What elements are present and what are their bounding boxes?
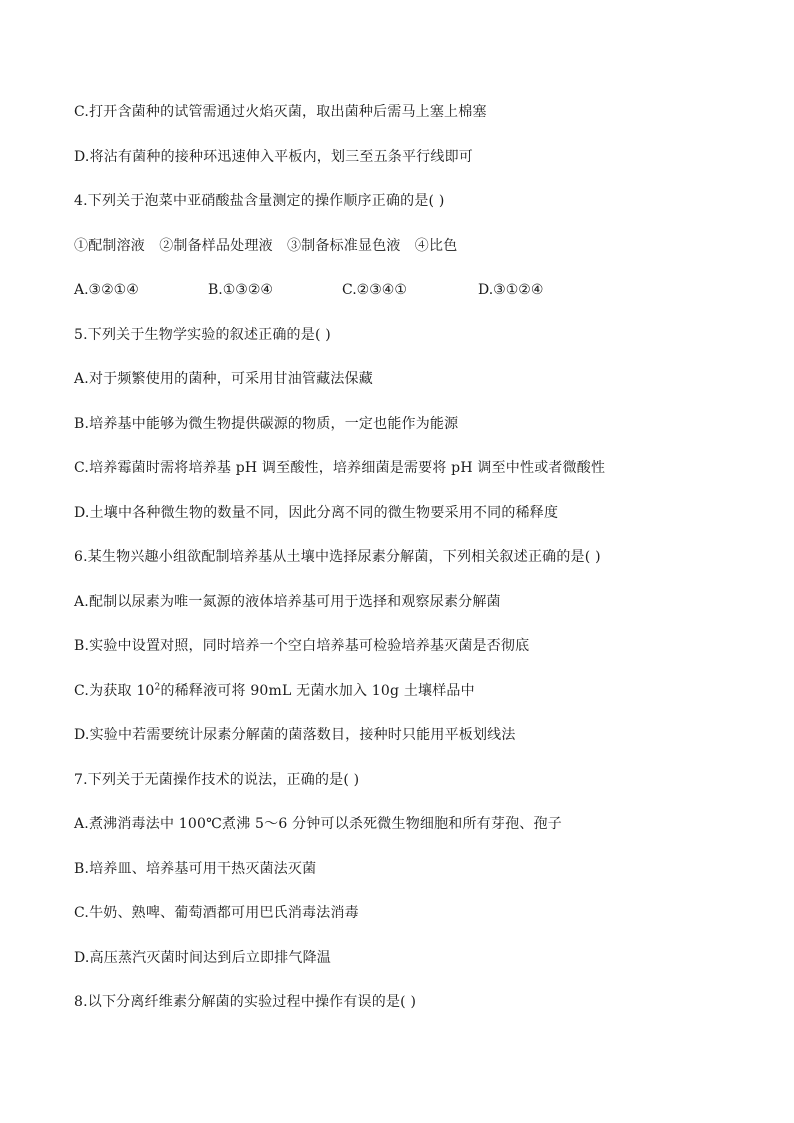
q4-stem: 4.下列关于泡菜中亚硝酸盐含量测定的操作顺序正确的是( )	[74, 193, 445, 209]
q4-option-c: C.②③④①	[342, 282, 407, 298]
q5-option-a: A.对于频繁使用的菌种，可采用甘油管藏法保藏	[74, 371, 373, 387]
q3-option-d: D.将沾有菌种的接种环迅速伸入平板内，划三至五条平行线即可	[74, 149, 473, 165]
q6-option-d: D.实验中若需要统计尿素分解菌的菌落数目，接种时只能用平板划线法	[74, 727, 516, 743]
q7-option-d: D.高压蒸汽灭菌时间达到后立即排气降温	[74, 950, 331, 966]
q8-stem: 8.以下分离纤维素分解菌的实验过程中操作有误的是( )	[74, 994, 417, 1010]
q7-stem: 7.下列关于无菌操作技术的说法，正确的是( )	[74, 772, 360, 788]
q7-option-a: A.煮沸消毒法中 100℃煮沸 5～6 分钟可以杀死微生物细胞和所有芽孢、孢子	[74, 816, 562, 832]
q5-option-d: D.土壤中各种微生物的数量不同，因此分离不同的微生物要采用不同的稀释度	[74, 505, 559, 521]
q4-option-a: A.③②①④	[74, 282, 139, 298]
q5-stem: 5.下列关于生物学实验的叙述正确的是( )	[74, 327, 331, 343]
q3-option-c: C.打开含菌种的试管需通过火焰灭菌，取出菌种后需马上塞上棉塞	[74, 104, 487, 120]
q4-option-d: D.③①②④	[478, 282, 544, 298]
q4-steps: ①配制溶液 ②制备样品处理液 ③制备标准显色液 ④比色	[74, 238, 458, 254]
q6-option-b: B.实验中设置对照，同时培养一个空白培养基可检验培养基灭菌是否彻底	[74, 638, 530, 654]
q7-option-c: C.牛奶、熟啤、葡萄酒都可用巴氏消毒法消毒	[74, 905, 359, 921]
q6-option-a: A.配制以尿素为唯一氮源的液体培养基可用于选择和观察尿素分解菌	[74, 594, 501, 610]
q6-stem: 6.某生物兴趣小组欲配制培养基从土壤中选择尿素分解菌，下列相关叙述正确的是( )	[74, 549, 601, 565]
q4-option-b: B.①③②④	[208, 282, 273, 298]
q5-option-b: B.培养基中能够为微生物提供碳源的物质，一定也能作为能源	[74, 416, 459, 432]
q7-option-b: B.培养皿、培养基可用干热灭菌法灭菌	[74, 861, 317, 877]
q6-option-c: C.为获取 $10^2$的稀释液可将 90mL 无菌水加入 10g 土壤样品中	[74, 682, 475, 699]
q5-option-c: C.培养霉菌时需将培养基 pH 调至酸性，培养细菌是需要将 pH 调至中性或者微酸性	[74, 460, 606, 476]
